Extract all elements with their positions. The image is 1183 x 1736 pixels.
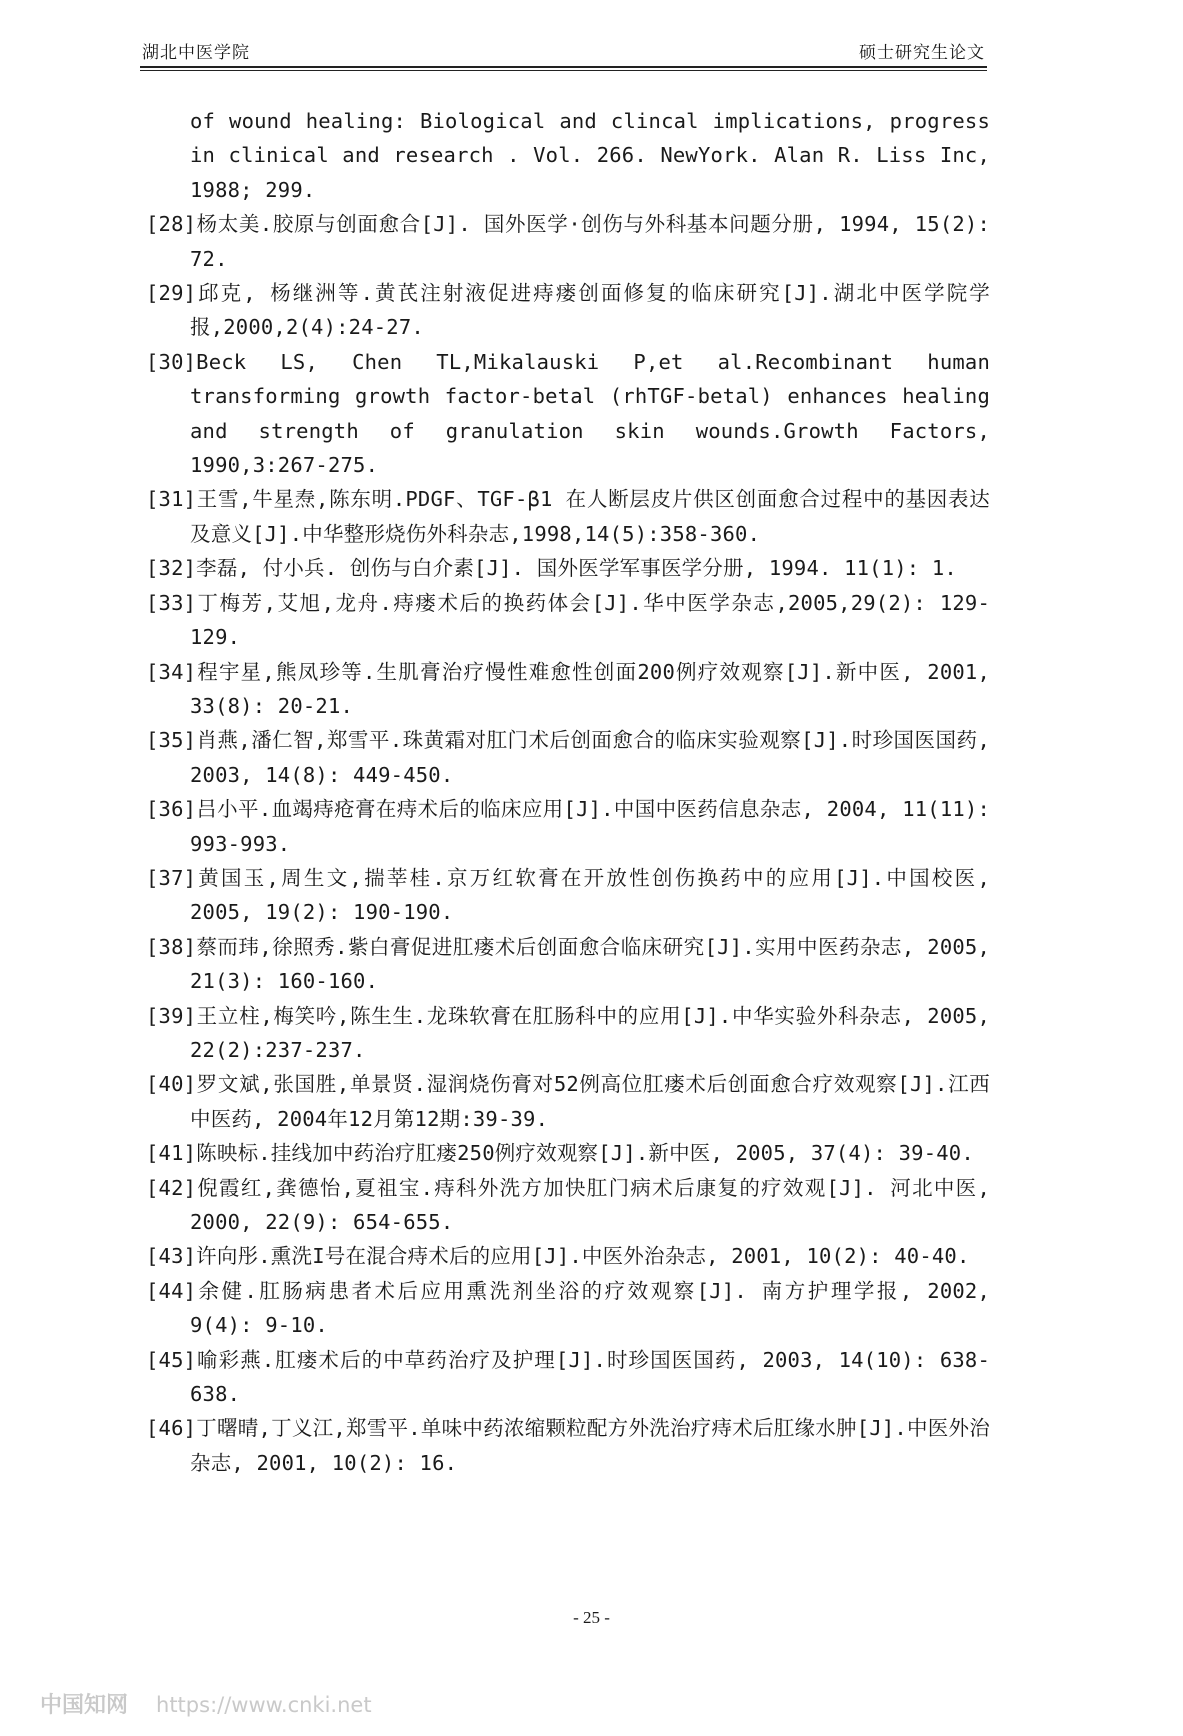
header-institution: 湖北中医学院	[142, 43, 250, 63]
reference-28: [28]杨太美.胶原与创面愈合[J]. 国外医学·创伤与外科基本问题分册, 1994, 15(2): 72.	[146, 212, 990, 271]
watermark-url: https://www.cnki.net	[156, 1693, 372, 1717]
reference-32: [32]李磊, 付小兵. 创伤与白介素[J]. 国外医学军事医学分册, 1994. 11(1): 1.	[146, 556, 957, 581]
reference-38: [38]蔡而玮,徐照秀.紫白膏促进肛瘘术后创面愈合临床研究[J].实用中医药杂志, 2005, 21(3): 160-160.	[146, 934, 990, 994]
header-rule	[140, 66, 987, 68]
reference-42: [42]倪霞红,龚德怡,夏祖宝.痔科外洗方加快肛门病术后康复的疗效观[J]. 河北中医, 2000, 22(9): 654-655.	[146, 1175, 990, 1234]
reference-44: [44]余健.肛肠病患者术后应用熏洗剂坐浴的疗效观察[J]. 南方护理学报, 2002, 9(4): 9-10.	[146, 1278, 990, 1338]
reference-41: [41]陈映标.挂线加中药治疗肛瘘250例疗效观察[J].新中医, 2005, 37(4): 39-40.	[146, 1141, 974, 1166]
reference-30: [30]Beck LS, Chen TL,Mikalauski P,et al.Recombinant human transforming growth factor-betal (rhTGF-betal) enhances healing and strength of granulation skin wounds.Growth Factors, 1990,3:267-275.	[146, 349, 990, 478]
reference-31: [31]王雪,牛星焘,陈东明.PDGF、TGF-β1 在人断层皮片供区创面愈合过程中的基因表达及意义[J].中华整形烧伤外科杂志,1998,14(5):358-360.	[146, 487, 990, 546]
reference-37: [37]黄国玉,周生文,揣莘桂.京万红软膏在开放性创伤换药中的应用[J].中国校医, 2005, 19(2): 190-190.	[146, 865, 990, 925]
reference-29: [29]邱克, 杨继洲等.黄芪注射液促进痔瘘创面修复的临床研究[J].湖北中医学院学报,2000,2(4):24-27.	[146, 281, 990, 340]
reference-35: [35]肖燕,潘仁智,郑雪平.珠黄霜对肛门术后创面愈合的临床实验观察[J].时珍国医国药, 2003, 14(8): 449-450.	[146, 728, 990, 787]
reference-43: [43]许向彤.熏洗I号在混合痔术后的应用[J].中医外治杂志, 2001, 10(2): 40-40.	[146, 1244, 970, 1269]
reference-45: [45]喻彩燕.肛瘘术后的中草药治疗及护理[J].时珍国医国药, 2003, 14(10): 638-638.	[146, 1347, 990, 1407]
watermark-brand: 中国知网	[40, 1693, 129, 1718]
reference-34: [34]程宇星,熊凤珍等.生肌膏治疗慢性难愈性创面200例疗效观察[J].新中医, 2001, 33(8): 20-21.	[146, 659, 990, 718]
reference-continuation: of wound healing: Biological and clincal implications, progress in clinical and research . Vol. 266. NewYork. Alan R. Liss Inc, 1988; 299.	[190, 109, 990, 202]
page-number: - 25 -	[573, 1608, 610, 1627]
reference-list	[146, 104, 990, 1480]
header-document-type: 硕士研究生论文	[859, 43, 985, 63]
cnki-watermark	[40, 1688, 372, 1719]
reference-46: [46]丁曙晴,丁义江,郑雪平.单味中药浓缩颗粒配方外洗治疗痔术后肛缘水肿[J].中医外治杂志, 2001, 10(2): 16.	[146, 1416, 990, 1475]
reference-40: [40]罗文斌,张国胜,单景贤.湿润烧伤膏对52例高位肛瘘术后创面愈合疗效观察[J].江西中医药, 2004年12月第12期:39-39.	[146, 1072, 990, 1131]
header-rule-thin	[140, 70, 987, 71]
reference-39: [39]王立柱,梅笑吟,陈生生.龙珠软膏在肛肠科中的应用[J].中华实验外科杂志, 2005, 22(2):237-237.	[146, 1003, 990, 1062]
reference-36: [36]吕小平.血竭痔疮膏在痔术后的临床应用[J].中国中医药信息杂志, 2004, 11(11): 993-993.	[146, 797, 990, 856]
reference-33: [33]丁梅芳,艾旭,龙舟.痔瘘术后的换药体会[J].华中医学杂志,2005,29(2): 129-129.	[146, 590, 990, 650]
